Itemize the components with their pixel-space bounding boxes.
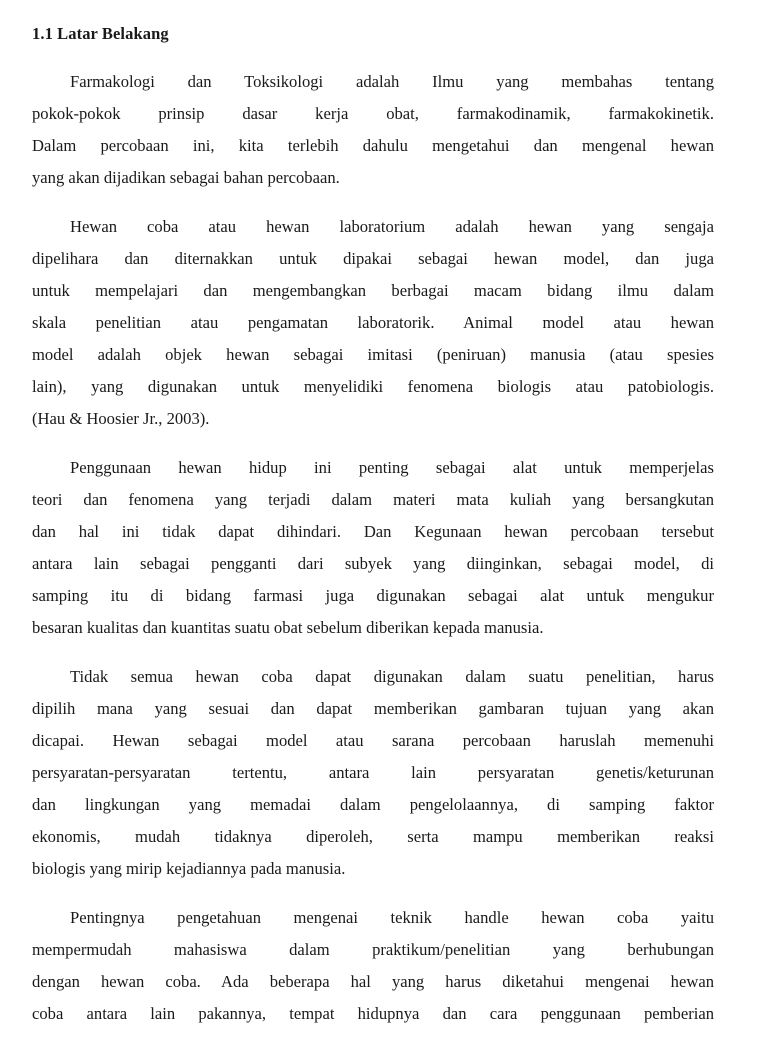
paragraph-line: persyaratan-persyaratan tertentu, antara lain persyaratan genetis/keturunan bbox=[32, 763, 714, 782]
paragraph-line: coba antara lain pakannya, tempat hidupnya dan cara penggunaan pemberian bbox=[32, 1004, 714, 1023]
paragraph-4 bbox=[32, 661, 714, 885]
paragraph-line: Farmakologi dan Toksikologi adalah Ilmu yang membahas tentang bbox=[70, 72, 714, 91]
paragraph-5 bbox=[32, 902, 714, 1030]
paragraph-line: Dalam percobaan ini, kita terlebih dahulu mengetahui dan mengenal hewan bbox=[32, 136, 714, 155]
paragraph-line: Pentingnya pengetahuan mengenai teknik handle hewan coba yaitu bbox=[70, 908, 714, 927]
section-heading: 1.1 Latar Belakang bbox=[32, 24, 169, 43]
paragraph-line: dan lingkungan yang memadai dalam pengelolaannya, di samping faktor bbox=[32, 795, 714, 814]
paragraph-line: dan hal ini tidak dapat dihindari. Dan Kegunaan hewan percobaan tersebut bbox=[32, 522, 714, 541]
paragraph-line: Penggunaan hewan hidup ini penting sebagai alat untuk memperjelas bbox=[70, 458, 714, 477]
paragraph-line: mempermudah mahasiswa dalam praktikum/penelitian yang berhubungan bbox=[32, 940, 714, 959]
paragraph-line: untuk mempelajari dan mengembangkan berbagai macam bidang ilmu dalam bbox=[32, 281, 714, 300]
paragraph-line: biologis yang mirip kejadiannya pada manusia. bbox=[32, 859, 346, 878]
paragraph-line: Hewan coba atau hewan laboratorium adalah hewan yang sengaja bbox=[70, 217, 714, 236]
document-page bbox=[32, 24, 714, 1047]
paragraph-1 bbox=[32, 66, 714, 194]
paragraph-3 bbox=[32, 452, 714, 644]
paragraph-line: samping itu di bidang farmasi juga digunakan sebagai alat untuk mengukur bbox=[32, 586, 714, 605]
paragraph-line: dipilih mana yang sesuai dan dapat memberikan gambaran tujuan yang akan bbox=[32, 699, 714, 718]
paragraph-line: antara lain sebagai pengganti dari subyek yang diinginkan, sebagai model, di bbox=[32, 554, 714, 573]
paragraph-2 bbox=[32, 211, 714, 435]
paragraph-line: yang akan dijadikan sebagai bahan percobaan. bbox=[32, 168, 340, 187]
paragraph-line: lain), yang digunakan untuk menyelidiki fenomena biologis atau patobiologis. bbox=[32, 377, 714, 396]
paragraph-line: teori dan fenomena yang terjadi dalam materi mata kuliah yang bersangkutan bbox=[32, 490, 714, 509]
paragraph-line: dengan hewan coba. Ada beberapa hal yang harus diketahui mengenai hewan bbox=[32, 972, 714, 991]
paragraph-line: besaran kualitas dan kuantitas suatu obat sebelum diberikan kepada manusia. bbox=[32, 618, 544, 637]
paragraph-line: pokok-pokok prinsip dasar kerja obat, farmakodinamik, farmakokinetik. bbox=[32, 104, 714, 123]
paragraph-line: (Hau & Hoosier Jr., 2003). bbox=[32, 409, 210, 428]
paragraph-line: model adalah objek hewan sebagai imitasi (peniruan) manusia (atau spesies bbox=[32, 345, 714, 364]
paragraph-line: Tidak semua hewan coba dapat digunakan dalam suatu penelitian, harus bbox=[70, 667, 714, 686]
paragraph-line: skala penelitian atau pengamatan laboratorik. Animal model atau hewan bbox=[32, 313, 714, 332]
paragraph-line: ekonomis, mudah tidaknya diperoleh, serta mampu memberikan reaksi bbox=[32, 827, 714, 846]
paragraph-line: dicapai. Hewan sebagai model atau sarana percobaan haruslah memenuhi bbox=[32, 731, 714, 750]
paragraph-line: dipelihara dan diternakkan untuk dipakai sebagai hewan model, dan juga bbox=[32, 249, 714, 268]
